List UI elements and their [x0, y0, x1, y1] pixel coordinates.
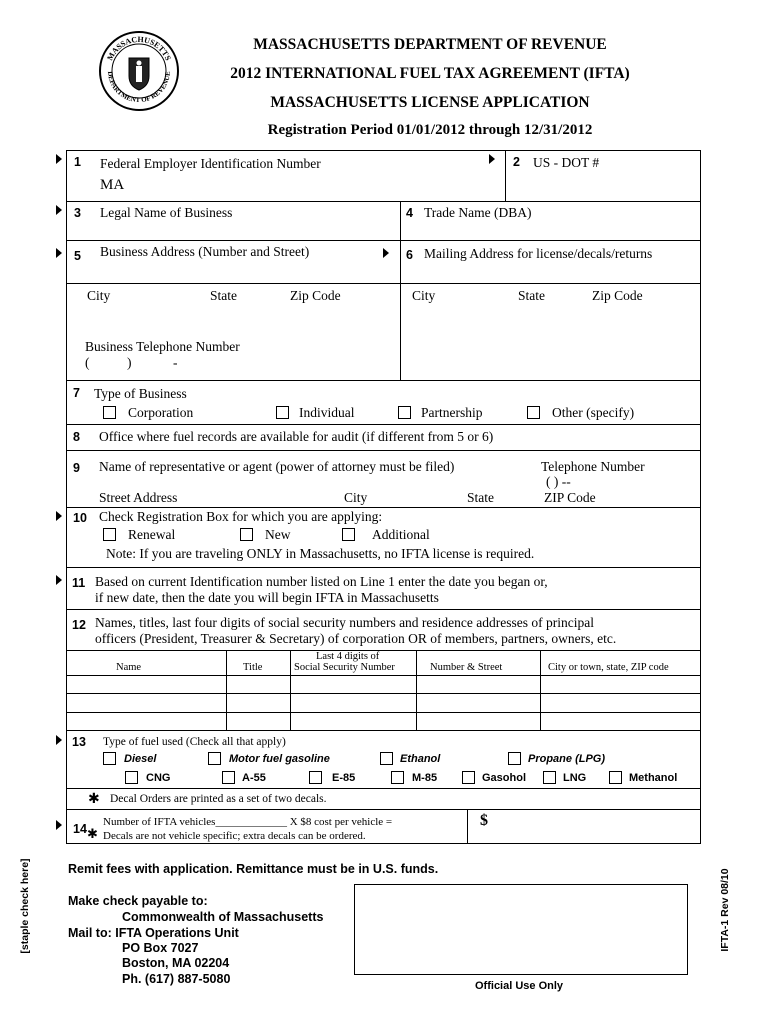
official-use-label: Official Use Only [475, 980, 564, 992]
additional-checkbox[interactable] [342, 528, 355, 541]
diesel-checkbox[interactable] [103, 752, 116, 765]
mail-city-label: City [412, 288, 436, 303]
city-label: City [87, 288, 111, 303]
state-label: State [210, 288, 237, 303]
corporation-checkbox[interactable] [103, 406, 116, 419]
arrow-marker-icon [56, 248, 62, 258]
mail-state-label: State [518, 288, 545, 303]
header-department: MASSACHUSETTS DEPARTMENT OF REVENUE [253, 36, 607, 53]
field-1-value[interactable]: MA [100, 177, 125, 193]
field-6-label: Mailing Address for license/decals/returns [424, 246, 653, 261]
zip-label: Zip Code [290, 288, 341, 303]
asterisk-icon: ✱ [88, 792, 100, 807]
form-id: IFTA-1 Rev 08/10 [719, 868, 731, 952]
field-3-label: Legal Name of Business [100, 205, 233, 220]
field-5-label: Business Address (Number and Street) [100, 244, 310, 259]
header-agreement: 2012 INTERNATIONAL FUEL TAX AGREEMENT (IFTA) [230, 65, 630, 82]
arrow-marker-icon [56, 154, 62, 164]
business-phone-label: Business Telephone Number [85, 339, 240, 354]
registration-period: Registration Period 01/01/2012 through 12/31/2012 [267, 122, 593, 138]
field-9-phone-label: Telephone Number [541, 459, 645, 474]
arrow-marker-icon [489, 154, 495, 164]
svg-text:MASSACHUSETTS: MASSACHUSETTS [105, 34, 173, 62]
remit-note: Remit fees with application. Remittance must be in U.S. funds. [68, 862, 439, 876]
individual-checkbox[interactable] [276, 406, 289, 419]
renewal-checkbox[interactable] [103, 528, 116, 541]
arrow-marker-icon [56, 735, 62, 745]
lng-checkbox[interactable] [543, 771, 556, 784]
fee-total-field[interactable]: $ [480, 812, 488, 829]
other-checkbox[interactable] [527, 406, 540, 419]
partnership-checkbox[interactable] [398, 406, 411, 419]
field-4-label: Trade Name (DBA) [424, 205, 532, 220]
motor-fuel-checkbox[interactable] [208, 752, 221, 765]
ethanol-checkbox[interactable] [380, 752, 393, 765]
staple-note: [staple check here] [19, 858, 31, 954]
field-9-label: Name of representative or agent (power of attorney must be filed) [99, 459, 455, 474]
m85-checkbox[interactable] [391, 771, 404, 784]
arrow-marker-icon [56, 575, 62, 585]
field-10-note: Note: If you are traveling ONLY in Massachusetts, no IFTA license is required. [106, 546, 535, 561]
arrow-marker-icon [56, 820, 62, 830]
new-checkbox[interactable] [240, 528, 253, 541]
cng-checkbox[interactable] [125, 771, 138, 784]
header-application: MASSACHUSETTS LICENSE APPLICATION [270, 94, 590, 111]
asterisk-icon: ✱ [87, 826, 98, 841]
arrow-marker-icon [383, 248, 389, 258]
svg-text:DEPARTMENT OF REVENUE: DEPARTMENT OF REVENUE [105, 70, 173, 105]
field-2-label: US - DOT # [533, 155, 600, 170]
gasohol-checkbox[interactable] [462, 771, 475, 784]
arrow-marker-icon [56, 511, 62, 521]
official-use-box [354, 884, 688, 975]
e85-checkbox[interactable] [309, 771, 322, 784]
a55-checkbox[interactable] [222, 771, 235, 784]
field-7-label: Type of Business [94, 386, 187, 401]
field-10-label: Check Registration Box for which you are applying: [99, 509, 383, 524]
field-8-label: Office where fuel records are available for audit (if different from 5 or 6) [99, 429, 494, 444]
methanol-checkbox[interactable] [609, 771, 622, 784]
field-1-label: Federal Employer Identification Number [100, 156, 321, 171]
propane-checkbox[interactable] [508, 752, 521, 765]
mail-zip-label: Zip Code [592, 288, 643, 303]
arrow-marker-icon [56, 205, 62, 215]
